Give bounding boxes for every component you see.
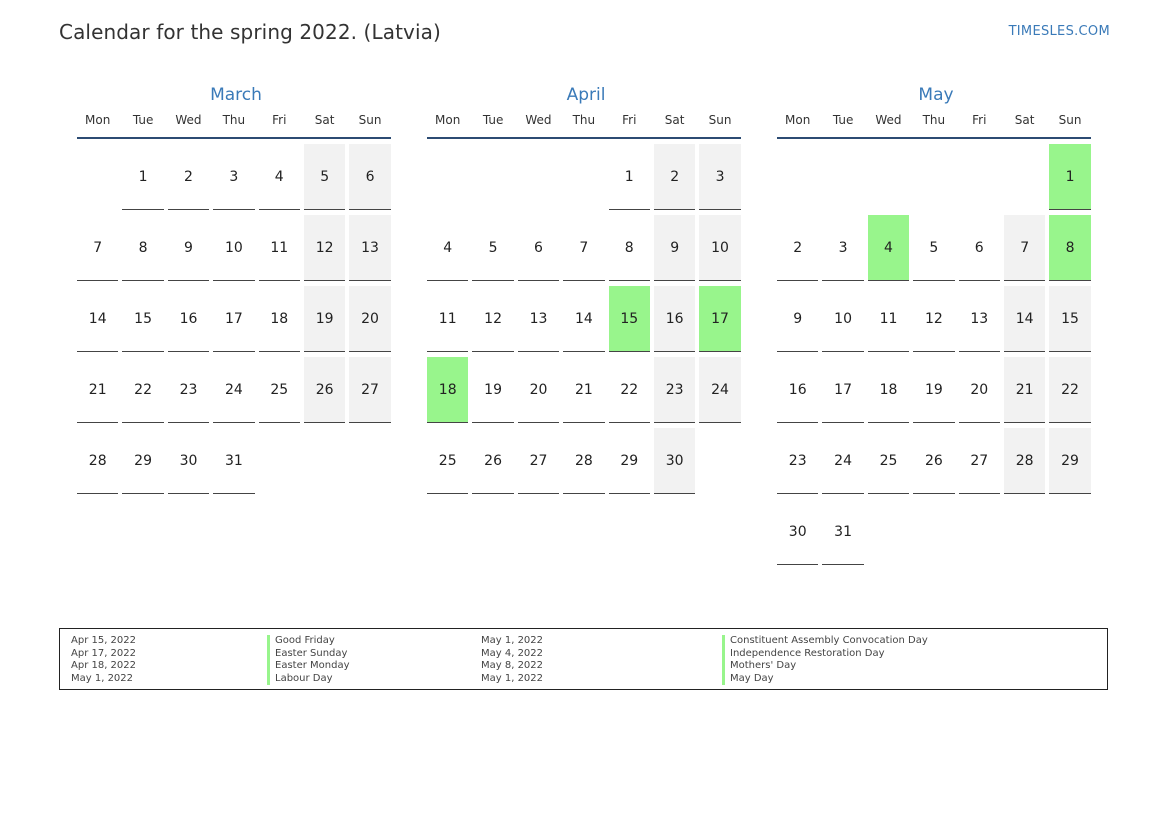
page-title: Calendar for the spring 2022. (Latvia) xyxy=(59,20,441,44)
day-cell[interactable]: 3 xyxy=(699,144,740,210)
day-cell[interactable]: 18 xyxy=(868,357,909,423)
legend-holiday-date: Apr 15, 2022 xyxy=(71,635,137,646)
legend-dates-left xyxy=(71,635,136,685)
day-cell[interactable]: 14 xyxy=(77,286,118,352)
day-cell[interactable]: 30 xyxy=(777,499,818,565)
day-cell[interactable]: 27 xyxy=(349,357,390,423)
weekday-label: Sat xyxy=(664,113,685,127)
day-cell[interactable]: 9 xyxy=(654,215,695,281)
weekday-label: Sun xyxy=(358,113,382,127)
weekday-label: Fri xyxy=(622,113,637,127)
day-cell[interactable]: 29 xyxy=(1049,428,1090,494)
day-cell[interactable]: 24 xyxy=(213,357,254,423)
day-cell[interactable]: 10 xyxy=(213,215,254,281)
legend-holiday-date: May 8, 2022 xyxy=(481,660,544,671)
day-cell[interactable]: 11 xyxy=(427,286,468,352)
day-cell[interactable]: 12 xyxy=(472,286,513,352)
month-title: April xyxy=(566,85,606,105)
empty-cell xyxy=(913,144,954,210)
weekday-label: Fri xyxy=(272,113,287,127)
day-cell[interactable]: 23 xyxy=(654,357,695,423)
weekday-label: Mon xyxy=(785,113,811,127)
day-cell[interactable]: 13 xyxy=(518,286,559,352)
month-april xyxy=(427,82,745,494)
day-cell[interactable]: 28 xyxy=(1004,428,1045,494)
day-cell[interactable]: 2 xyxy=(654,144,695,210)
day-cell[interactable]: 23 xyxy=(168,357,209,423)
weekday-label: Sat xyxy=(1014,113,1035,127)
day-cell[interactable]: 1 xyxy=(122,144,163,210)
day-cell[interactable]: 30 xyxy=(654,428,695,494)
day-cell[interactable]: 2 xyxy=(777,215,818,281)
day-cell[interactable]: 20 xyxy=(959,357,1000,423)
day-cell[interactable]: 16 xyxy=(654,286,695,352)
day-cell[interactable]: 27 xyxy=(518,428,559,494)
legend-holiday-name: Constituent Assembly Convocation Day xyxy=(722,635,928,648)
empty-cell xyxy=(427,144,468,210)
day-cell[interactable]: 11 xyxy=(868,286,909,352)
month-title: May xyxy=(918,85,954,105)
day-cell[interactable]: 31 xyxy=(213,428,254,494)
month-title: March xyxy=(210,85,262,105)
day-cell[interactable]: 14 xyxy=(563,286,604,352)
day-cell[interactable]: 26 xyxy=(913,428,954,494)
day-cell[interactable]: 10 xyxy=(699,215,740,281)
day-grid xyxy=(77,144,391,494)
legend-holiday-date: May 1, 2022 xyxy=(481,672,544,684)
day-cell[interactable]: 2 xyxy=(168,144,209,210)
weekday-label: Sat xyxy=(314,113,335,127)
day-cell[interactable]: 16 xyxy=(777,357,818,423)
legend-holiday-date: Apr 18, 2022 xyxy=(71,660,137,671)
day-cell-holiday[interactable]: 1 xyxy=(1049,144,1090,210)
weekday-label: Thu xyxy=(922,113,946,127)
day-cell[interactable]: 16 xyxy=(168,286,209,352)
day-cell[interactable]: 25 xyxy=(868,428,909,494)
day-cell[interactable]: 7 xyxy=(1004,215,1045,281)
day-cell[interactable]: 25 xyxy=(427,428,468,494)
weekday-label: Thu xyxy=(222,113,246,127)
day-cell-holiday[interactable]: 15 xyxy=(609,286,650,352)
legend-holiday-name: Labour Day xyxy=(267,673,350,686)
day-cell-holiday[interactable]: 4 xyxy=(868,215,909,281)
weekday-header xyxy=(427,110,741,139)
day-grid xyxy=(427,144,741,494)
empty-cell xyxy=(77,144,118,210)
weekday-label: Wed xyxy=(875,113,902,127)
day-cell[interactable]: 17 xyxy=(213,286,254,352)
day-cell[interactable]: 27 xyxy=(959,428,1000,494)
day-cell[interactable]: 29 xyxy=(609,428,650,494)
day-cell[interactable]: 22 xyxy=(1049,357,1090,423)
day-cell[interactable]: 4 xyxy=(427,215,468,281)
legend-holiday-name: Easter Sunday xyxy=(267,648,350,661)
empty-cell xyxy=(472,144,513,210)
day-cell[interactable]: 30 xyxy=(168,428,209,494)
day-cell[interactable]: 3 xyxy=(213,144,254,210)
day-cell[interactable]: 24 xyxy=(699,357,740,423)
legend-dates-right xyxy=(481,635,543,685)
empty-cell xyxy=(959,144,1000,210)
weekday-label: Fri xyxy=(972,113,987,127)
legend-holiday-date: Apr 17, 2022 xyxy=(71,647,137,659)
weekday-header xyxy=(777,110,1091,139)
weekday-label: Tue xyxy=(132,113,154,127)
empty-cell xyxy=(868,144,909,210)
day-cell[interactable]: 6 xyxy=(349,144,390,210)
holiday-legend xyxy=(59,628,1108,690)
empty-cell xyxy=(822,144,863,210)
weekday-label: Tue xyxy=(482,113,504,127)
empty-cell xyxy=(777,144,818,210)
legend-holiday-name: May Day xyxy=(722,673,928,686)
legend-holiday-date: May 1, 2022 xyxy=(71,672,134,684)
day-cell[interactable]: 19 xyxy=(913,357,954,423)
day-cell[interactable]: 28 xyxy=(77,428,118,494)
day-cell[interactable]: 3 xyxy=(822,215,863,281)
day-cell[interactable]: 20 xyxy=(349,286,390,352)
day-cell[interactable]: 14 xyxy=(1004,286,1045,352)
day-cell[interactable]: 5 xyxy=(304,144,345,210)
legend-names-left xyxy=(267,635,350,685)
site-link[interactable]: TIMESLES.COM xyxy=(1008,24,1110,39)
day-cell[interactable]: 21 xyxy=(563,357,604,423)
day-cell[interactable]: 22 xyxy=(609,357,650,423)
day-cell[interactable]: 29 xyxy=(122,428,163,494)
weekday-label: Sun xyxy=(1058,113,1082,127)
day-cell[interactable]: 9 xyxy=(168,215,209,281)
day-cell-holiday[interactable]: 18 xyxy=(427,357,468,423)
day-cell[interactable]: 21 xyxy=(77,357,118,423)
legend-holiday-name: Good Friday xyxy=(267,635,350,648)
empty-cell xyxy=(1004,144,1045,210)
empty-cell xyxy=(518,144,559,210)
day-cell[interactable]: 22 xyxy=(122,357,163,423)
day-cell[interactable]: 7 xyxy=(563,215,604,281)
day-cell[interactable]: 13 xyxy=(349,215,390,281)
weekday-label: Tue xyxy=(832,113,854,127)
day-cell[interactable]: 31 xyxy=(822,499,863,565)
month-may xyxy=(777,82,1095,565)
legend-holiday-name: Mothers' Day xyxy=(722,660,928,673)
legend-holiday-date: May 1, 2022 xyxy=(481,635,544,646)
day-cell[interactable]: 4 xyxy=(259,144,300,210)
day-cell[interactable]: 12 xyxy=(304,215,345,281)
day-cell[interactable]: 17 xyxy=(822,357,863,423)
day-cell[interactable]: 9 xyxy=(777,286,818,352)
day-cell[interactable]: 15 xyxy=(1049,286,1090,352)
day-cell[interactable]: 26 xyxy=(472,428,513,494)
day-cell[interactable]: 24 xyxy=(822,428,863,494)
day-cell[interactable]: 11 xyxy=(259,215,300,281)
day-cell[interactable]: 15 xyxy=(122,286,163,352)
day-cell[interactable]: 5 xyxy=(913,215,954,281)
day-cell[interactable]: 26 xyxy=(304,357,345,423)
weekday-label: Wed xyxy=(175,113,202,127)
day-cell[interactable]: 21 xyxy=(1004,357,1045,423)
legend-names-right xyxy=(722,635,928,685)
day-cell[interactable]: 20 xyxy=(518,357,559,423)
day-cell[interactable]: 18 xyxy=(259,286,300,352)
weekday-label: Mon xyxy=(85,113,111,127)
day-cell[interactable]: 10 xyxy=(822,286,863,352)
day-cell[interactable]: 8 xyxy=(609,215,650,281)
day-cell[interactable]: 7 xyxy=(77,215,118,281)
weekday-label: Thu xyxy=(572,113,596,127)
day-cell[interactable]: 23 xyxy=(777,428,818,494)
day-cell[interactable]: 28 xyxy=(563,428,604,494)
day-cell[interactable]: 12 xyxy=(913,286,954,352)
legend-holiday-name: Independence Restoration Day xyxy=(722,648,928,661)
day-cell[interactable]: 19 xyxy=(472,357,513,423)
weekday-label: Sun xyxy=(708,113,732,127)
empty-cell xyxy=(563,144,604,210)
day-grid xyxy=(777,144,1091,565)
weekday-label: Wed xyxy=(525,113,552,127)
weekday-label: Mon xyxy=(435,113,461,127)
day-cell-holiday[interactable]: 8 xyxy=(1049,215,1090,281)
month-march xyxy=(77,82,395,494)
day-cell[interactable]: 13 xyxy=(959,286,1000,352)
legend-holiday-date: May 4, 2022 xyxy=(481,647,544,659)
day-cell[interactable]: 8 xyxy=(122,215,163,281)
day-cell[interactable]: 25 xyxy=(259,357,300,423)
day-cell[interactable]: 1 xyxy=(609,144,650,210)
day-cell[interactable]: 19 xyxy=(304,286,345,352)
day-cell[interactable]: 6 xyxy=(959,215,1000,281)
weekday-header xyxy=(77,110,391,139)
day-cell[interactable]: 5 xyxy=(472,215,513,281)
day-cell[interactable]: 6 xyxy=(518,215,559,281)
day-cell-holiday[interactable]: 17 xyxy=(699,286,740,352)
legend-holiday-name: Easter Monday xyxy=(267,660,350,673)
